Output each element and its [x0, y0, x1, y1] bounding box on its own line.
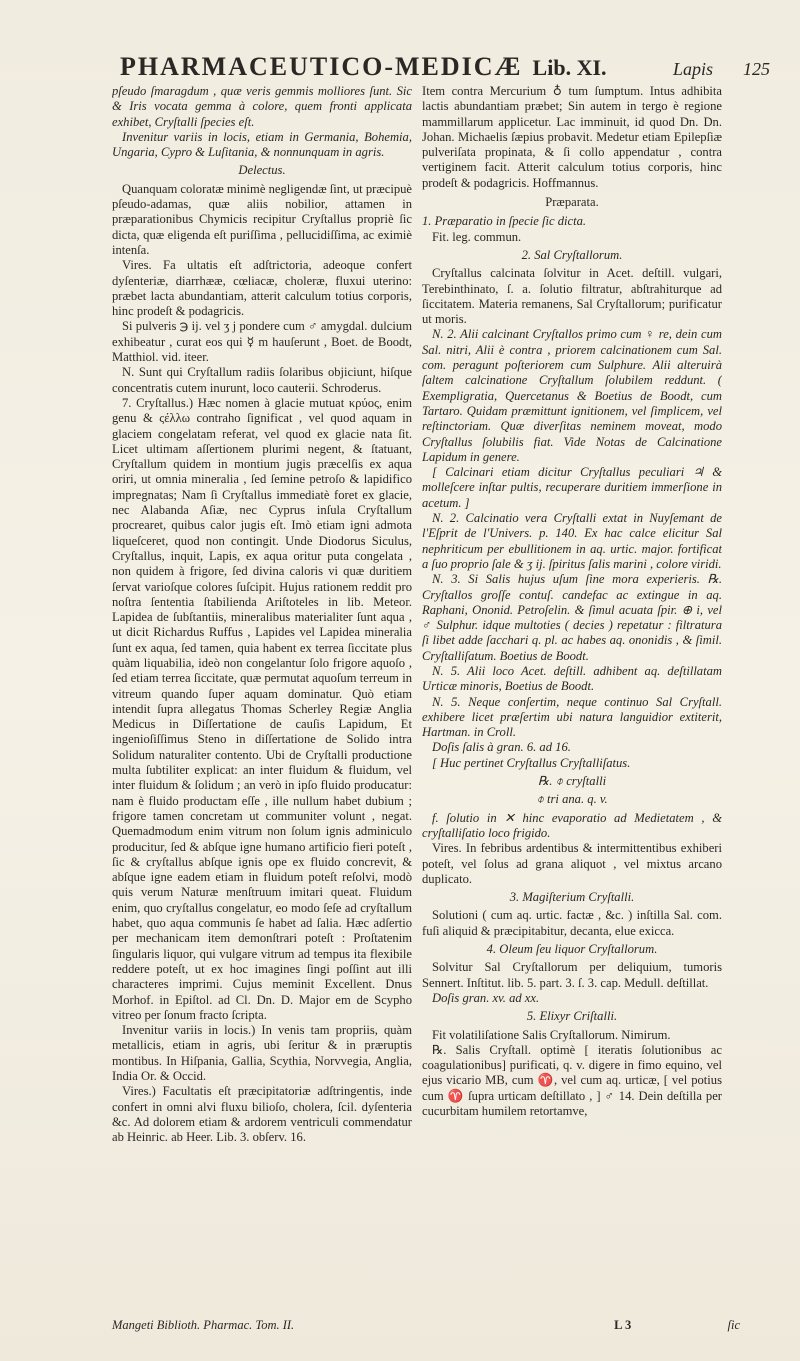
- running-header: [120, 52, 770, 82]
- paragraph: Fit volatiliſatione Salis Cryſtallorum. Nimirum.: [432, 1027, 671, 1042]
- paragraph: Si pulveris ℈ ij. vel ʒ j pondere cum ♂ amygdal. dulcium exhibeatur , curat eos qui ☿ m hauſerunt , Boet. de Boodt, Matthiol. vid. iteer.: [112, 319, 412, 365]
- paragraph: N. 5. Alii loco Acet. deſtill. adhibent aq. deſtillatam Urticæ minoris, Boetius de Boodt.: [422, 663, 722, 694]
- section-heading: 5. Elixyr Criſtalli.: [526, 1009, 618, 1024]
- recipe-line: ⌽ tri ana. q. v.: [536, 792, 608, 807]
- paragraph: Solutioni ( cum aq. urtic. factæ , &c. ) inſtilla Sal. com. fuſi aliquid & præcipitabitur, decanta, elue exicca.: [422, 908, 722, 938]
- paragraph: Solvitur Sal Cryſtallorum per deliquium, tumoris Sennert. Inſtitut. lib. 5. part. 3. ſ. 3. cap. Medull. deſtillat.: [422, 960, 722, 990]
- section-heading: 3. Magiſterium Cryſtalli.: [509, 890, 635, 905]
- footer-sheet-mark: L 3: [614, 1318, 632, 1332]
- paragraph: N. 2. Alii calcinant Cryſtallos primo cum ♀ re, dein cum Sal. nitri, Alii è contra , priorem calcinationem cum Sal. com. peragunt poſteriorem cum Sulphure. Alii alteruirà ſaltem calcinatione Cryſtallum ſolubilem reddunt. ( Exempligratia, Quercetanus & Boetius de Boodt, cum Tartaro. Quidam præmittunt ignitionem, vel ſimplicem, vel reſtinctoriam. Quæ diverſitas neminem moveat, modo Cryſtallus ſolubilis fiat. Vide Notas de Calcinatione Lapidum in genere.: [422, 327, 722, 464]
- paragraph: [ Calcinari etiam dicitur Cryſtallus peculiari ♃ & molleſcere inſtar pultis, recuperare duritiem immerſione in acetum. ]: [422, 465, 722, 510]
- paragraph: N. 2. Calcinatio vera Cryſtalli extat in Nuyſemant de l'Eſprit de l'Univers. p. 140. Ex hac calce elicitur Sal nephriticum per ebullitionem in aq. urtic. major. fortificat a ſuo proprio ſale & ʒ ij. ſpiritus ſalis marini , colore viridi.: [422, 511, 722, 571]
- paragraph: Quanquam coloratæ minimè negligendæ ſint, ut præcipuè pſeudo-adamas, quæ aliis nobilior, attamen in præparationibus Chymicis recipitur Cryſtallus propriè ſic dicta, quæ eligenda eſt puriſſima , pellucidiſſima, ac eximiè intenſa.: [112, 181, 412, 257]
- paragraph: Invenitur variis in locis, etiam in Germania, Bohemia, Ungaria, Cypro & Luſitania, & nonnunquam in agris.: [112, 129, 412, 160]
- paragraph: Vires. Fa ultatis eſt adſtrictoria, adeoque confert dyſenteriæ, diarrhææ, cœliacæ, choleræ, fluxui uterino: præbet lacta abundantiam, atterit calculum totius corporis, hinc prodeſt & podagricis.: [112, 258, 412, 319]
- paragraph: Doſis gran. xv. ad xx.: [432, 990, 540, 1005]
- header-catchword: Lapis: [672, 59, 713, 79]
- paragraph: N. 3. Si Salis hujus uſum ſine mora experieris. ℞. Cryſtallos groſſe contuſ. candefac ac extingue in aq. Raphani, Ononid. Petroſelin. & ſimul acuata ſpir. ⊕ i, vel ♂ Sulphur. idque multoties ( decies ) repetatur : filtratura ſi libet adde ſacchari q. pl. ac habes aq. ononidis , & ſimil. Cryſtalliſatum. Boetius de Boodt.: [422, 572, 722, 663]
- paragraph: Cryſtallus calcinata ſolvitur in Acet. deſtill. vulgari, Terebinthinato, ſ. a. ſolutio filtratur, abſtrahiturque ad ſiccitatem. Materia remanens, Sal Cryſtallorum; purificatur ut moris.: [422, 266, 722, 327]
- paragraph: N. 5. Neque conſertim, neque continuo Sal Cryſtall. exhibere licet præſertim ubi natura languidior extiterit, Hartman. in Croll.: [422, 694, 722, 740]
- paragraph: Invenitur variis in locis.) In venis tam propriis, quàm metallicis, etiam in agris, ubi ſeritur & in præruptis montibus. In Hiſpania, Gallia, Scythia, Norvvegia, Anglia, India Or. & Occid.: [112, 1023, 412, 1083]
- section-heading: 2. Sal Cryſtallorum.: [521, 247, 623, 262]
- paragraph: Item contra Mercurium ♁ tum ſumptum. Intus adhibita lactis abundantiam præbet; Sin autem in tergo è regione mammillarum applicetur. Lac imminuit, id quod Dn. Dn. Johan. Michaelis ſæpius probavit. Medetur etiam Epilepſiæ pulveriſata propinata, & ſi collo appendatur , contra vertiginem facit. Atterit calculum totius corporis, hinc prodeſt & podagricis. Hoffmannus.: [422, 84, 722, 190]
- section-heading: Præparata.: [545, 195, 599, 210]
- paragraph: Vires.) Facultatis eſt præcipitatoriæ adſtringentis, inde confert in omni alvi fluxu bilioſo, cholera, ſcil. dyſenteria &c. Ad dolorem etiam & ardorem ventriculi commendatur ab Heinric. ab Heer. Lib. 3. obſerv. 16.: [112, 1084, 412, 1145]
- header-book: Lib. XI.: [532, 55, 607, 80]
- paragraph: Fit. leg. commun.: [432, 229, 522, 244]
- section-heading: Delectus.: [238, 163, 286, 178]
- left-column: [112, 84, 412, 1314]
- recipe-line: ℞. ⌽ cryſtalli: [537, 774, 607, 789]
- paragraph: [ Huc pertinet Cryſtallus Cryſtalliſatus.: [432, 755, 631, 770]
- paragraph: 1. Præparatio in ſpecie ſic dicta.: [422, 214, 587, 229]
- paragraph: Doſis ſalis à gran. 6. ad 16.: [432, 740, 571, 755]
- header-title: PHARMACEUTICO-MEDICÆ: [120, 52, 523, 81]
- paragraph: Vires. In febribus ardentibus & intermittentibus exhiberi poteſt, vel ſolus ad grana aliquot , vel mixtus arcano duplicato.: [422, 841, 722, 886]
- paragraph: 7. Cryſtallus.) Hæc nomen à glacie mutuat κρύος, enim genu & ςέλλω contraho ſignificat , vel quod aquam in glaciem congelatam referat, vel quod ex glacie nata ſit. Licet ultimam aſſertionem plurimi negent, & ſtatuant, Cryſtallum quidem in montium jugis præcelſis ex aqua oriri, ut omnia mineralia , ſed ſemine petroſo & lapidifico impregnatas; Nam ſi Cryſtallus immediatè foret ex glacie, nec Alabanda Aſiæ, nec Cyprus inſula Cryſtallum procrearet, quibus calor jugis eſt. Imò etiam igni admota liqueſceret, quod non contingit. Unde Diodorus Siculus, Cryſtallus, inquit, Lapis, ex aqua oritur puta congelata , non quidem à frigore, ſed divina caloris vi quæ duritiem ſervat varioſque colores ſuſcipit. Hujus rationem reddit pro noſtra ſententia ſtabilienda Ariſtoteles in lib. Meteor. Lapidea de ſubſtantiis, mineralibus materialiter ſunt aqua , ut dicit Richardus Ruffus , Lapides vel Lapidea mineralia ſunt ex aqua, ſed tamen, quia habent ex terrea ſiccitate plus quàm liquabilia, ideò non congelantur ſolo frigore aquoſo , ſed etiam terrea ſiccitate, quæ permutat aquoſum terreum in vitreum quando ſuper aquam dominatur. Quò etiam intendit ſupra allegatus Thomas Scherley Regiæ Anglia Medicus in Diſſertatione de cauſis Lapidum, Et ingenioſiſſimus Steno in diſſertatione de Solido intra Solidum naturaliter contento. Ubi de Cryſtalli productione multa ſubtiliter explicat: an inter fluidum & fluidum, vel inter fluidum & ſolidum ; an verò in ipſo fluido producatur: nam è fluido productam eſſe , ille nullum habet dubium ; frigore tamen concretam ut communiter volunt , negat. Quemadmodum enim vitrum non ſolum ignis adminiculo producitur, ſed & abſque igne humano artificio fieri poteſt , ſic & cryſtallus abſque ignis ope ex fluido concrevit, & abſque igne eadem etiam in fluidum poteſt reſolvi, modò quis verum Naturæ menſtruum imitari queat. Fluidum enim, quo cryſtallus congelatur, eo modo ſeſe ad cryſtallum habet, quo aqua communis ſe habet ad ſalia. Hæc adſertio per mechanicam item demonſtrari poteſt : Proſtatenim ſingularis liquor, qui vulgare vitrum ad tempus ita flexibile reddere poteſt, ut ex hoc imagines ſingi poſſint aut illi characteres imprimi. Cujus meminit Excellent. Dnus Morhof. in Epiſtol. ad Cl. Dn. D. Major em de Scypho vitreo per ſonum fracto ſcripta.: [112, 395, 412, 1022]
- paragraph: pſeudo ſmaragdum , quæ veris gemmis molliores ſunt. Sic & Iris vocata gemma à colore, quem fronti applicata exhibet, Cryſtalli ſpecies eſt.: [112, 84, 412, 129]
- right-column: [422, 84, 722, 1314]
- section-heading: 4. Oleum ſeu liquor Cryſtallorum.: [486, 942, 658, 957]
- footer-catchword: ſic: [727, 1318, 740, 1332]
- recipe-line: f. ſolutio in ✕ hinc evaporatio ad Medietatem , & cryſtalliſatio loco frigido.: [422, 810, 722, 840]
- page-number: 125: [743, 59, 770, 79]
- paragraph: ℞. Salis Cryſtall. optimè [ iteratis ſolutionibus ac coagulationibus] purificati, q. v. digere in fimo equino, vel ejus vicario MB, cum ♈, vel cum aq. urticæ, [ vel potius cum ♈ ſupra urticam deſtillato , ] ♂ 14. Dein deſtilla per cucurbitam humilem retortamve,: [422, 1042, 722, 1118]
- paragraph: N. Sunt qui Cryſtallum radiis ſolaribus objiciunt, hiſque concentratis cutem inurunt, loco cauterii. Schroderus.: [112, 365, 412, 395]
- footer-signature: Mangeti Biblioth. Pharmac. Tom. II.: [112, 1318, 295, 1332]
- page-footer: [112, 1318, 740, 1340]
